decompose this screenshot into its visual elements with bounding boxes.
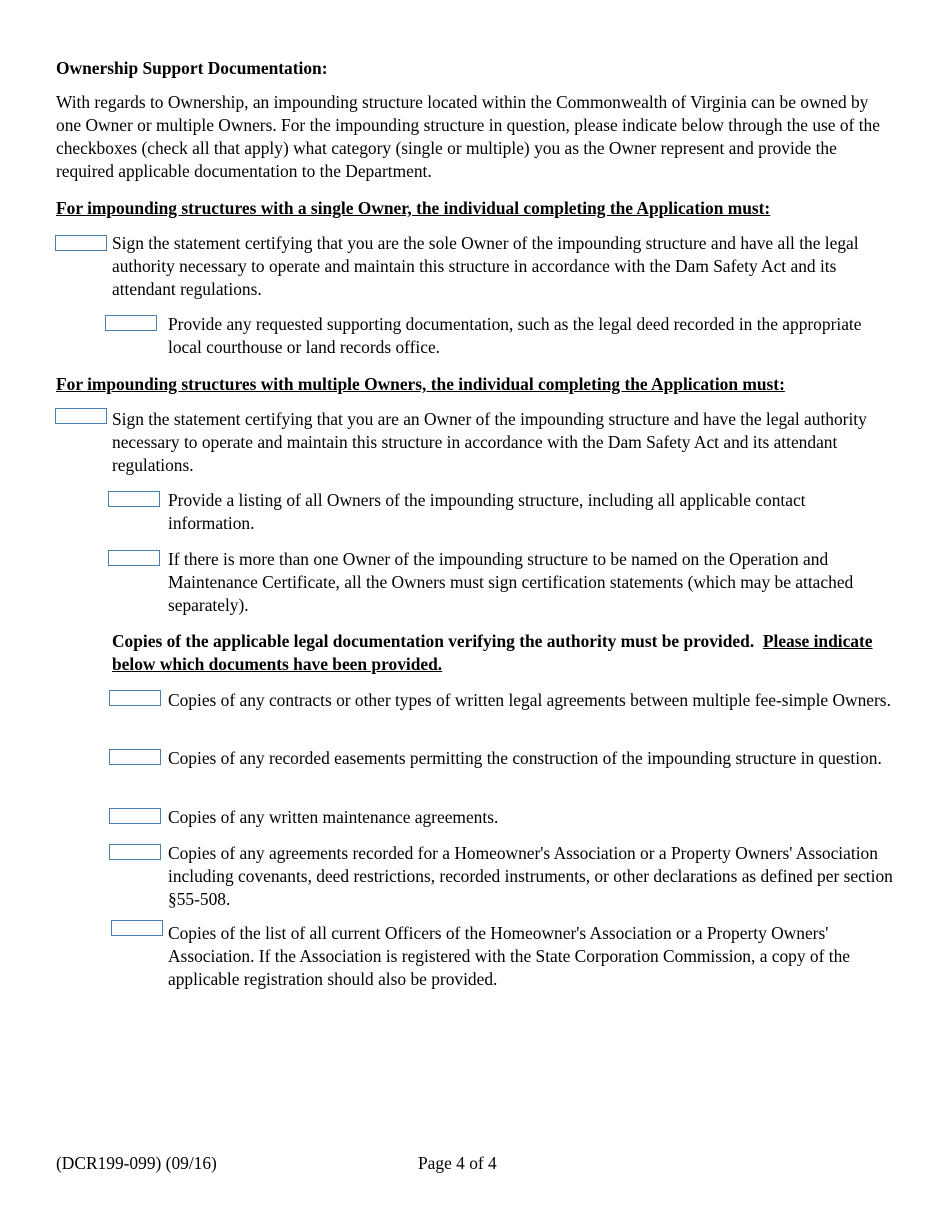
copies-instruction-text: Please indicate below which documents have been provided. xyxy=(112,631,873,674)
copies-statement-text: Copies of the applicable legal documentation verifying the authority must be provided. xyxy=(112,631,755,651)
page-number: Page 4 of 4 xyxy=(418,1153,497,1173)
multiple-item-text: Provide a listing of all Owners of the impounding structure, including all applicable contact information. xyxy=(168,490,806,533)
multiple-item-text: If there is more than one Owner of the impounding structure to be named on the Operation and Maintenance Certificate, all the Owners must sign certification statements (which may be attached separately). xyxy=(168,549,854,615)
single-owner-heading: For impounding structures with a single Owner, the individual completing the Application must: xyxy=(56,198,771,218)
intro-paragraph: With regards to Ownership, an impounding structure located within the Commonwealth of Virginia can be owned by one Owner or multiple Owners. For the impounding structure in question, please indicate below through the use of the checkboxes (check all that apply) what category (single or multiple) you as the Owner represent and provide the required applicable documentation to the Department. xyxy=(56,92,880,181)
multiple-item-text: Sign the statement certifying that you are an Owner of the impounding structure and have the legal authority necessary to operate and maintain this structure in accordance with the Dam Safety Act and its attendant regulations. xyxy=(112,409,867,475)
section-heading: Ownership Support Documentation: xyxy=(56,58,328,78)
certification-statements-checkbox[interactable] xyxy=(108,550,160,566)
copies-item-text: Copies of any recorded easements permitting the construction of the impounding structure in question. xyxy=(168,748,882,768)
maintenance-agreements-checkbox[interactable] xyxy=(109,808,161,824)
copies-statement xyxy=(112,630,902,676)
hoa-officers-checkbox[interactable] xyxy=(111,920,163,936)
copies-item-text: Copies of the list of all current Officers of the Homeowner's Association or a Property Owners' Association. If the Association is registered with the State Corporation Commission, a copy of the applicable registration should also be provided. xyxy=(168,923,850,989)
hoa-agreements-checkbox[interactable] xyxy=(109,844,161,860)
single-item-text: Provide any requested supporting documentation, such as the legal deed recorded in the appropriate local courthouse or land records office. xyxy=(168,314,862,357)
easements-checkbox[interactable] xyxy=(109,749,161,765)
owners-listing-checkbox[interactable] xyxy=(108,491,160,507)
copies-item-text: Copies of any contracts or other types of written legal agreements between multiple fee-simple Owners. xyxy=(168,690,891,710)
copies-item-text: Copies of any written maintenance agreements. xyxy=(168,807,499,827)
single-item-text: Sign the statement certifying that you are the sole Owner of the impounding structure and have all the legal authority necessary to operate and maintain this structure in accordance with the Dam Safety Act and its attendant regulations. xyxy=(112,233,859,299)
single-sole-owner-checkbox[interactable] xyxy=(55,235,107,251)
contracts-checkbox[interactable] xyxy=(109,690,161,706)
multiple-owner-heading: For impounding structures with multiple Owners, the individual completing the Application must: xyxy=(56,374,785,394)
single-documentation-checkbox[interactable] xyxy=(105,315,157,331)
multiple-owner-checkbox[interactable] xyxy=(55,408,107,424)
copies-item-text: Copies of any agreements recorded for a Homeowner's Association or a Property Owners' Association including covenants, deed restrictions, recorded instruments, or other declarations as defined per section §55-508. xyxy=(168,843,893,909)
form-number: (DCR199-099) (09/16) xyxy=(56,1153,217,1173)
